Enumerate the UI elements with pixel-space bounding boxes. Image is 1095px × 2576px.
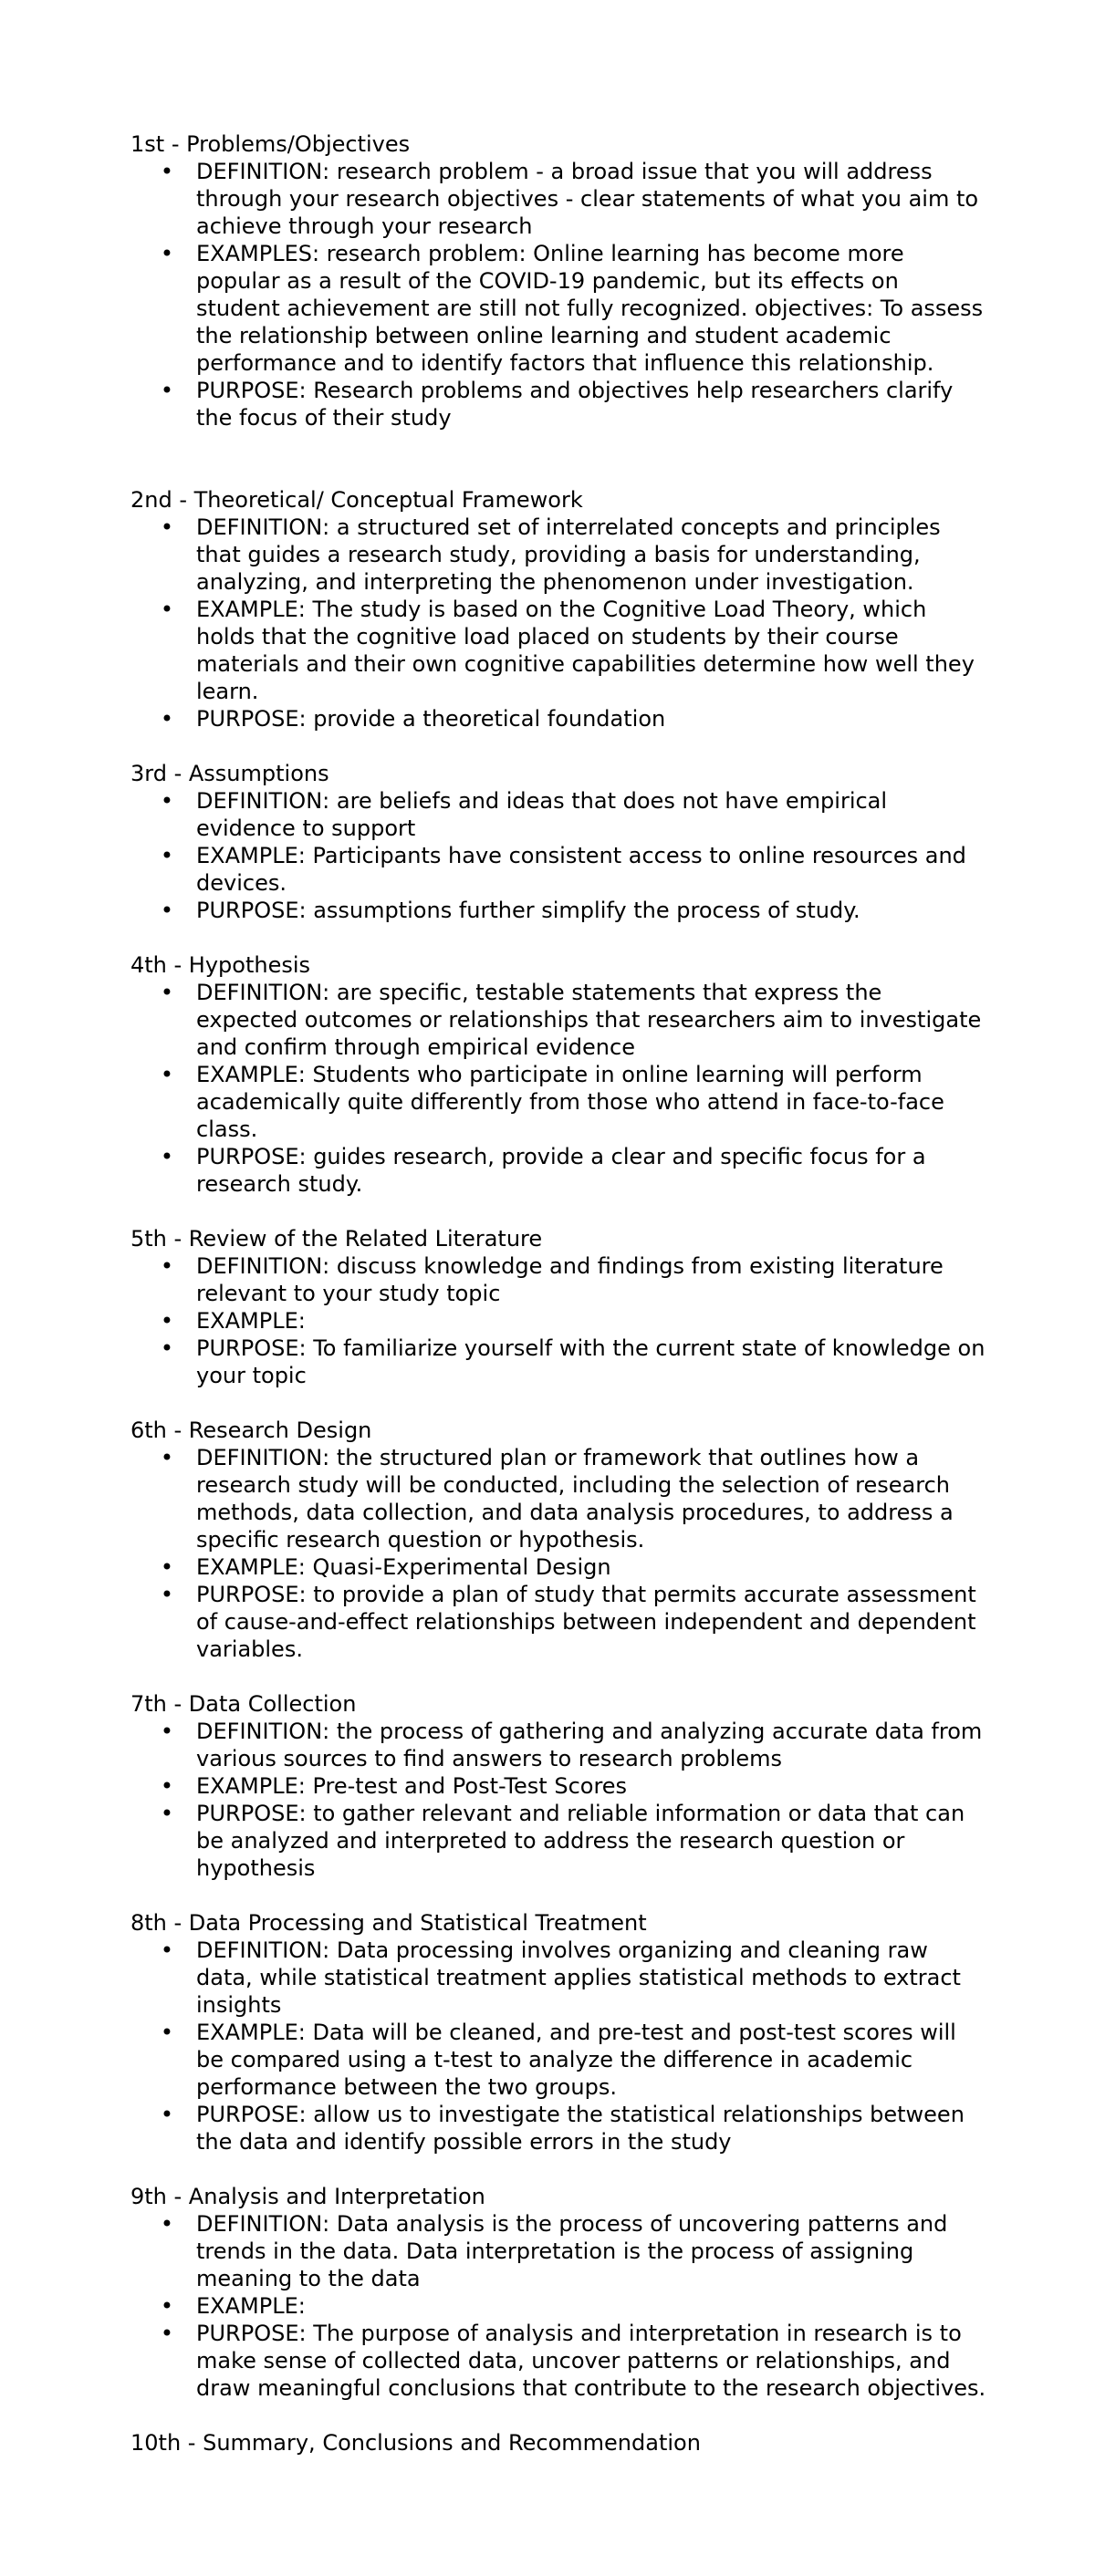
section-heading: 4th - Hypothesis [130,952,311,978]
bullet-list [130,1718,988,1882]
list-item-text: EXAMPLE: [196,2293,306,2319]
bullet-icon: • [160,2020,174,2045]
list-item-text: EXAMPLE: Quasi-Experimental Design [196,1554,611,1580]
bullet-list [130,1444,988,1663]
section-heading: 7th - Data Collection [130,1691,357,1717]
list-item [130,897,988,924]
bullet-icon: • [160,1937,174,1963]
list-item [130,2101,988,2155]
bullet-icon: • [160,378,174,403]
list-item-text: EXAMPLE: Data will be cleaned, and pre-test and post-test scores will be compared using a t-test to analyze the difference in academic performance between the two groups. [196,2020,956,2100]
section-heading: 1st - Problems/Objectives [130,131,411,157]
list-item [130,158,988,240]
list-item-text: PURPOSE: To familiarize yourself with the current state of knowledge on your topic [196,1335,986,1388]
list-item [130,2320,988,2402]
list-item-text: DEFINITION: are specific, testable statements that express the expected outcomes or relationships that researchers aim to investigate and confirm through empirical evidence [196,980,982,1060]
section-heading: 6th - Research Design [130,1418,372,1443]
section-heading: 10th - Summary, Conclusions and Recommendation [130,2430,701,2456]
list-item [130,842,988,897]
bullet-icon: • [160,1253,174,1279]
list-item [130,2019,988,2101]
bullet-icon: • [160,597,174,622]
bullet-icon: • [160,706,174,732]
list-item-text: PURPOSE: to provide a plan of study that permits accurate assessment of cause-and-effect relationships between independent and dependent variables. [196,1582,976,1662]
list-item-text: DEFINITION: Data analysis is the process of uncovering patterns and trends in the data. Data interpretation is the process of assigning meaning to the data [196,2211,948,2291]
bullet-list [130,2210,988,2402]
list-item [130,240,988,377]
list-item-text: DEFINITION: are beliefs and ideas that does not have empirical evidence to support [196,788,888,841]
list-item-text: DEFINITION: research problem - a broad issue that you will address through your research objectives - clear statements of what you aim to achieve through your research [196,159,979,239]
section-heading: 8th - Data Processing and Statistical Treatment [130,1910,647,1936]
list-item [130,1581,988,1663]
section-4 [130,951,988,1198]
bullet-icon: • [160,1801,174,1826]
section-5 [130,1225,988,1389]
bullet-icon: • [160,1445,174,1470]
document-body [130,130,988,2457]
bullet-icon: • [160,2211,174,2237]
list-item [130,2292,988,2320]
bullet-icon: • [160,1719,174,1744]
bullet-icon: • [160,1582,174,1607]
bullet-icon: • [160,1773,174,1799]
list-item-text: EXAMPLE: Students who participate in online learning will perform academically quite differently from those who attend in face-to-face class. [196,1062,944,1142]
list-item-text: PURPOSE: allow us to investigate the statistical relationships between the data and identify possible errors in the study [196,2102,965,2155]
list-item [130,1937,988,2019]
bullet-icon: • [160,898,174,923]
list-item [130,1718,988,1772]
list-item [130,1252,988,1307]
list-item [130,377,988,431]
section-6 [130,1417,988,1663]
bullet-icon: • [160,2102,174,2127]
bullet-list [130,1937,988,2155]
list-item-text: EXAMPLES: research problem: Online learning has become more popular as a result of the COVID-19 pandemic, but its effects on student achievement are still not fully recognized. objectives: To assess the relationship between online learning and student academic performance and to identify factors that influence this relationship. [196,241,984,376]
section-1 [130,130,988,431]
list-item [130,1307,988,1335]
bullet-icon: • [160,1554,174,1580]
list-item-text: DEFINITION: the structured plan or framework that outlines how a research study will be conducted, including the selection of research methods, data collection, and data analysis procedures, to address a specific research question or hypothesis. [196,1445,954,1553]
bullet-icon: • [160,2293,174,2319]
section-heading: 9th - Analysis and Interpretation [130,2184,485,2209]
list-item [130,1061,988,1143]
section-9 [130,2183,988,2402]
list-item-text: PURPOSE: Research problems and objectives help researchers clarify the focus of their study [196,378,954,431]
list-item-text: DEFINITION: the process of gathering and analyzing accurate data from various sources to find answers to research problems [196,1719,983,1771]
list-item [130,1335,988,1389]
list-item [130,1800,988,1882]
section-8 [130,1909,988,2155]
bullet-list [130,158,988,431]
list-item-text: DEFINITION: discuss knowledge and findings from existing literature relevant to your study topic [196,1253,944,1306]
bullet-list [130,979,988,1198]
bullet-icon: • [160,2321,174,2346]
section-heading: 2nd - Theoretical/ Conceptual Framework [130,487,583,513]
bullet-icon: • [160,843,174,868]
bullet-icon: • [160,1308,174,1334]
bullet-list [130,787,988,924]
bullet-icon: • [160,1335,174,1361]
list-item-text: PURPOSE: The purpose of analysis and interpretation in research is to make sense of collected data, uncover patterns or relationships, and draw meaningful conclusions that contribute to the research objectives. [196,2321,986,2401]
list-item-text: PURPOSE: provide a theoretical foundation [196,706,666,732]
bullet-icon: • [160,514,174,540]
bullet-icon: • [160,1062,174,1087]
list-item-text: EXAMPLE: The study is based on the Cognitive Load Theory, which holds that the cognitive load placed on students by their course materials and their own cognitive capabilities determine how well they learn. [196,597,975,704]
section-2 [130,486,988,732]
list-item [130,596,988,705]
bullet-icon: • [160,159,174,184]
list-item-text: PURPOSE: to gather relevant and reliable information or data that can be analyzed and interpreted to address the research question or hypothesis [196,1801,965,1881]
section-heading: 5th - Review of the Related Literature [130,1226,543,1252]
section-10 [130,2429,988,2457]
section-3 [130,760,988,924]
bullet-icon: • [160,980,174,1005]
section-heading: 3rd - Assumptions [130,761,329,786]
bullet-icon: • [160,788,174,814]
section-7 [130,1690,988,1882]
list-item-text: DEFINITION: Data processing involves organizing and cleaning raw data, while statistical treatment applies statistical methods to extract insights [196,1937,961,2018]
bullet-icon: • [160,1144,174,1169]
list-item-text: EXAMPLE: Pre-test and Post-Test Scores [196,1773,628,1799]
list-item [130,1772,988,1800]
list-item [130,514,988,596]
list-item [130,1444,988,1553]
list-item-text: EXAMPLE: [196,1308,306,1334]
list-item [130,979,988,1061]
bullet-icon: • [160,241,174,266]
list-item [130,787,988,842]
list-item [130,1143,988,1198]
list-item [130,1553,988,1581]
list-item [130,705,988,732]
list-item [130,2210,988,2292]
list-item-text: PURPOSE: guides research, provide a clear and specific focus for a research study. [196,1144,926,1197]
list-item-text: DEFINITION: a structured set of interrelated concepts and principles that guides a research study, providing a basis for understanding, analyzing, and interpreting the phenomenon under investigation. [196,514,941,595]
bullet-list [130,1252,988,1389]
bullet-list [130,514,988,732]
list-item-text: EXAMPLE: Participants have consistent access to online resources and devices. [196,843,966,896]
list-item-text: PURPOSE: assumptions further simplify the process of study. [196,898,860,923]
